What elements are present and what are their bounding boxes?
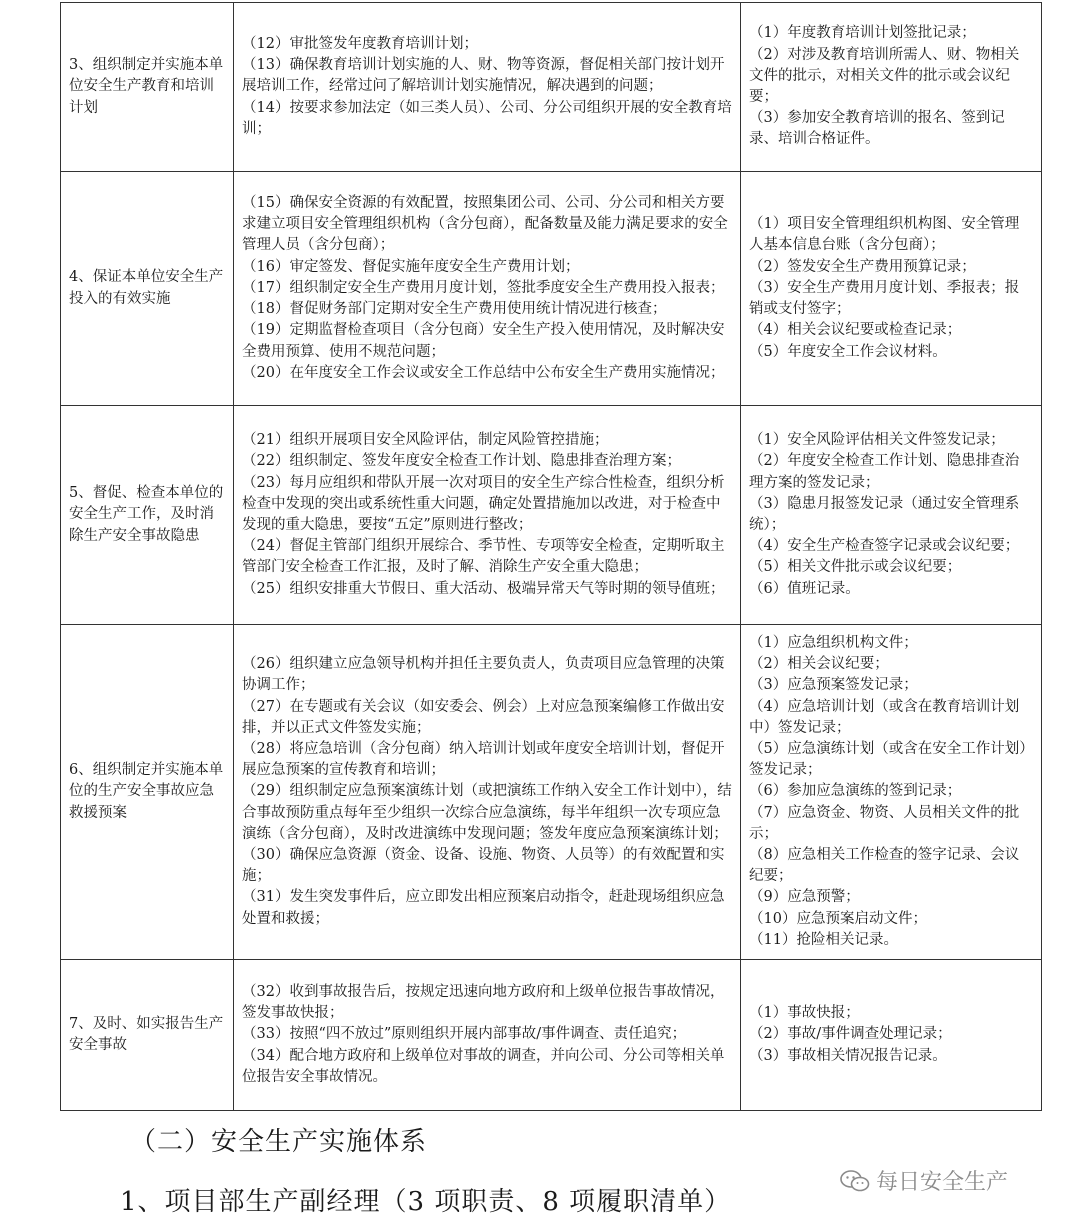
- measure-line: （15）确保安全资源的有效配置，按照集团公司、公司、分公司和相关方要求建立项目安全管理组织机构（含分包商），配备数量及能力满足要求的安全管理人员（含分包商）；: [242, 195, 728, 254]
- record-line: （1）应急组织机构文件；: [749, 634, 918, 651]
- measures-cell: [234, 3, 741, 172]
- record-line: （2）对涉及教育培训所需人、财、物相关文件的批示，对相关文件的批示或会议纪要；: [749, 46, 1020, 105]
- measure-line: （18）督促财务部门定期对安全生产费用使用统计情况进行核查；: [242, 301, 667, 318]
- measure-line: （21）组织开展项目安全风险评估，制定风险管控措施；: [242, 432, 609, 449]
- watermark-text: 每日安全生产: [876, 1170, 1009, 1195]
- records-cell: [741, 3, 1042, 172]
- record-line: （1）项目安全管理组织机构图、安全管理人基本信息台账（含分包商）；: [749, 216, 1020, 254]
- measure-line: （23）每月应组织和带队开展一次对项目的安全生产综合性检查，组织分析检查中发现的突出或系统性重大问题，确定处置措施加以改进，对于检查中发现的重大隐患，要按“五定”原则进行整改；: [242, 474, 725, 533]
- measure-line: （29）组织制定应急预案演练计划（或把演练工作纳入安全工作计划中），结合事故预防重点每年至少组织一次综合应急演练，每半年组织一次专项应急演练（含分包商），及时改进演练中发现问题；签发年度应急预案演练计划；: [242, 783, 732, 842]
- measure-line: （26）组织建立应急领导机构并担任主要负责人，负责项目应急管理的决策协调工作；: [242, 656, 725, 694]
- record-line: （11）抢险相关记录。: [749, 931, 898, 948]
- records-cell: [741, 406, 1042, 625]
- duty-item-cell: 3、组织制定并实施本单位安全生产教育和培训计划: [61, 3, 234, 172]
- measure-line: （22）组织制定、签发年度安全检查工作计划、隐患排查治理方案；: [242, 453, 681, 470]
- measure-line: （14）按要求参加法定（如三类人员）、公司、分公司组织开展的安全教育培训；: [242, 99, 732, 137]
- records-cell: [741, 960, 1042, 1111]
- measure-line: （30）确保应急资源（资金、设备、设施、物资、人员等）的有效配置和实施；: [242, 847, 725, 885]
- measure-line: （16）审定签发、督促实施年度安全生产费用计划；: [242, 258, 580, 275]
- record-line: （1）事故快报；: [749, 1005, 860, 1022]
- table-row: [61, 960, 1042, 1111]
- record-line: （7）应急资金、物资、人员相关文件的批示；: [749, 804, 1020, 842]
- measure-line: （27）在专题或有关会议（如安委会、例会）上对应急预案编修工作做出安排，并以正式文件签发实施；: [242, 698, 725, 736]
- record-line: （3）事故相关情况报告记录。: [749, 1047, 947, 1064]
- record-line: （5）年度安全工作会议材料。: [749, 343, 947, 360]
- measure-line: （17）组织制定安全生产费用月度计划，签批季度安全生产费用投入报表；: [242, 279, 725, 296]
- measure-line: （12）审批签发年度教育培训计划；: [242, 35, 478, 52]
- records-cell: [741, 625, 1042, 960]
- record-line: （2）年度安全检查工作计划、隐患排查治理方案的签发记录；: [749, 453, 1020, 491]
- measure-line: （31）发生突发事件后，应立即发出相应预案启动指令，赶赴现场组织应急处置和救援；: [242, 889, 725, 927]
- section-heading: （二）安全生产实施体系: [130, 1127, 428, 1157]
- record-line: （2）签发安全生产费用预算记录；: [749, 258, 976, 275]
- record-line: （4）相关会议纪要或检查记录；: [749, 322, 962, 339]
- table-row: [61, 3, 1042, 172]
- watermark: [840, 1165, 1008, 1196]
- record-line: （6）参加应急演练的签到记录；: [749, 783, 962, 800]
- record-line: （4）安全生产检查签字记录或会议纪要；: [749, 538, 1020, 555]
- record-line: （5）相关文件批示或会议纪要；: [749, 559, 962, 576]
- duty-item-cell: 5、督促、检查本单位的安全生产工作，及时消除生产安全事故隐患: [61, 406, 234, 625]
- table-row: [61, 625, 1042, 960]
- measure-line: （13）确保教育培训计划实施的人、财、物等资源，督促相关部门按计划开展培训工作，经常过问了解培训计划实施情况，解决遇到的问题；: [242, 57, 725, 95]
- record-line: （4）应急培训计划（或含在教育培训计划中）签发记录；: [749, 698, 1020, 736]
- wechat-icon: [840, 1170, 870, 1192]
- record-line: （5）应急演练计划（或含在安全工作计划）签发记录；: [749, 740, 1027, 779]
- duty-item-cell: 4、保证本单位安全生产投入的有效实施: [61, 172, 234, 406]
- measure-line: （34）配合地方政府和上级单位对事故的调查，并向公司、分公司等相关单位报告安全事故情况。: [242, 1047, 725, 1085]
- measure-line: （19）定期监督检查项目（含分包商）安全生产投入使用情况，及时解决安全费用预算、使用不规范问题；: [242, 322, 725, 360]
- records-cell: [741, 172, 1042, 406]
- measures-cell: [234, 625, 741, 960]
- record-line: （8）应急相关工作检查的签字记录、会议纪要；: [749, 847, 1020, 885]
- record-line: （3）应急预案签发记录；: [749, 677, 918, 694]
- subsection-heading: 1、项目部生产副经理（3 项职责、8 项履职清单）: [120, 1187, 732, 1217]
- duty-item-cell: 6、组织制定并实施本单位的生产安全事故应急救援预案: [61, 625, 234, 960]
- table-row: [61, 172, 1042, 406]
- measure-line: （24）督促主管部门组织开展综合、季节性、专项等安全检查，定期听取主管部门安全检查工作汇报，及时了解、消除生产安全重大隐患；: [242, 538, 725, 576]
- measure-line: （32）收到事故报告后，按规定迅速向地方政府和上级单位报告事故情况，签发事故快报；: [242, 983, 725, 1022]
- measure-line: （33）按照“四不放过”原则组织开展内部事故/事件调查、责任追究；: [242, 1026, 687, 1043]
- record-line: （3）隐患月报签发记录（通过安全管理系统）；: [749, 495, 1020, 533]
- record-line: （1）年度教育培训计划签批记录；: [749, 25, 976, 42]
- record-line: （6）值班记录。: [749, 580, 860, 597]
- record-line: （9）应急预警；: [749, 889, 860, 906]
- measures-cell: [234, 172, 741, 406]
- duty-item-cell: 7、及时、如实报告生产安全事故: [61, 960, 234, 1111]
- measure-line: （20）在年度安全工作会议或安全工作总结中公布安全生产费用实施情况；: [242, 364, 725, 381]
- table-row: [61, 406, 1042, 625]
- record-line: （2）事故/事件调查处理记录；: [749, 1026, 952, 1043]
- measures-cell: [234, 406, 741, 625]
- record-line: （10）应急预案启动文件；: [749, 910, 927, 927]
- record-line: （2）相关会议纪要；: [749, 656, 889, 673]
- measure-line: （28）将应急培训（含分包商）纳入培训计划或年度安全培训计划，督促开展应急预案的宣传教育和培训；: [242, 740, 725, 779]
- measures-cell: [234, 960, 741, 1111]
- measure-line: （25）组织安排重大节假日、重大活动、极端异常天气等时期的领导值班；: [242, 580, 725, 597]
- record-line: （3）安全生产费用月度计划、季报表；报销或支付签字；: [749, 279, 1020, 318]
- record-line: （3）参加安全教育培训的报名、签到记录、培训合格证件。: [749, 110, 1005, 148]
- duty-table: [60, 2, 1042, 1111]
- record-line: （1）安全风险评估相关文件签发记录；: [749, 432, 1005, 449]
